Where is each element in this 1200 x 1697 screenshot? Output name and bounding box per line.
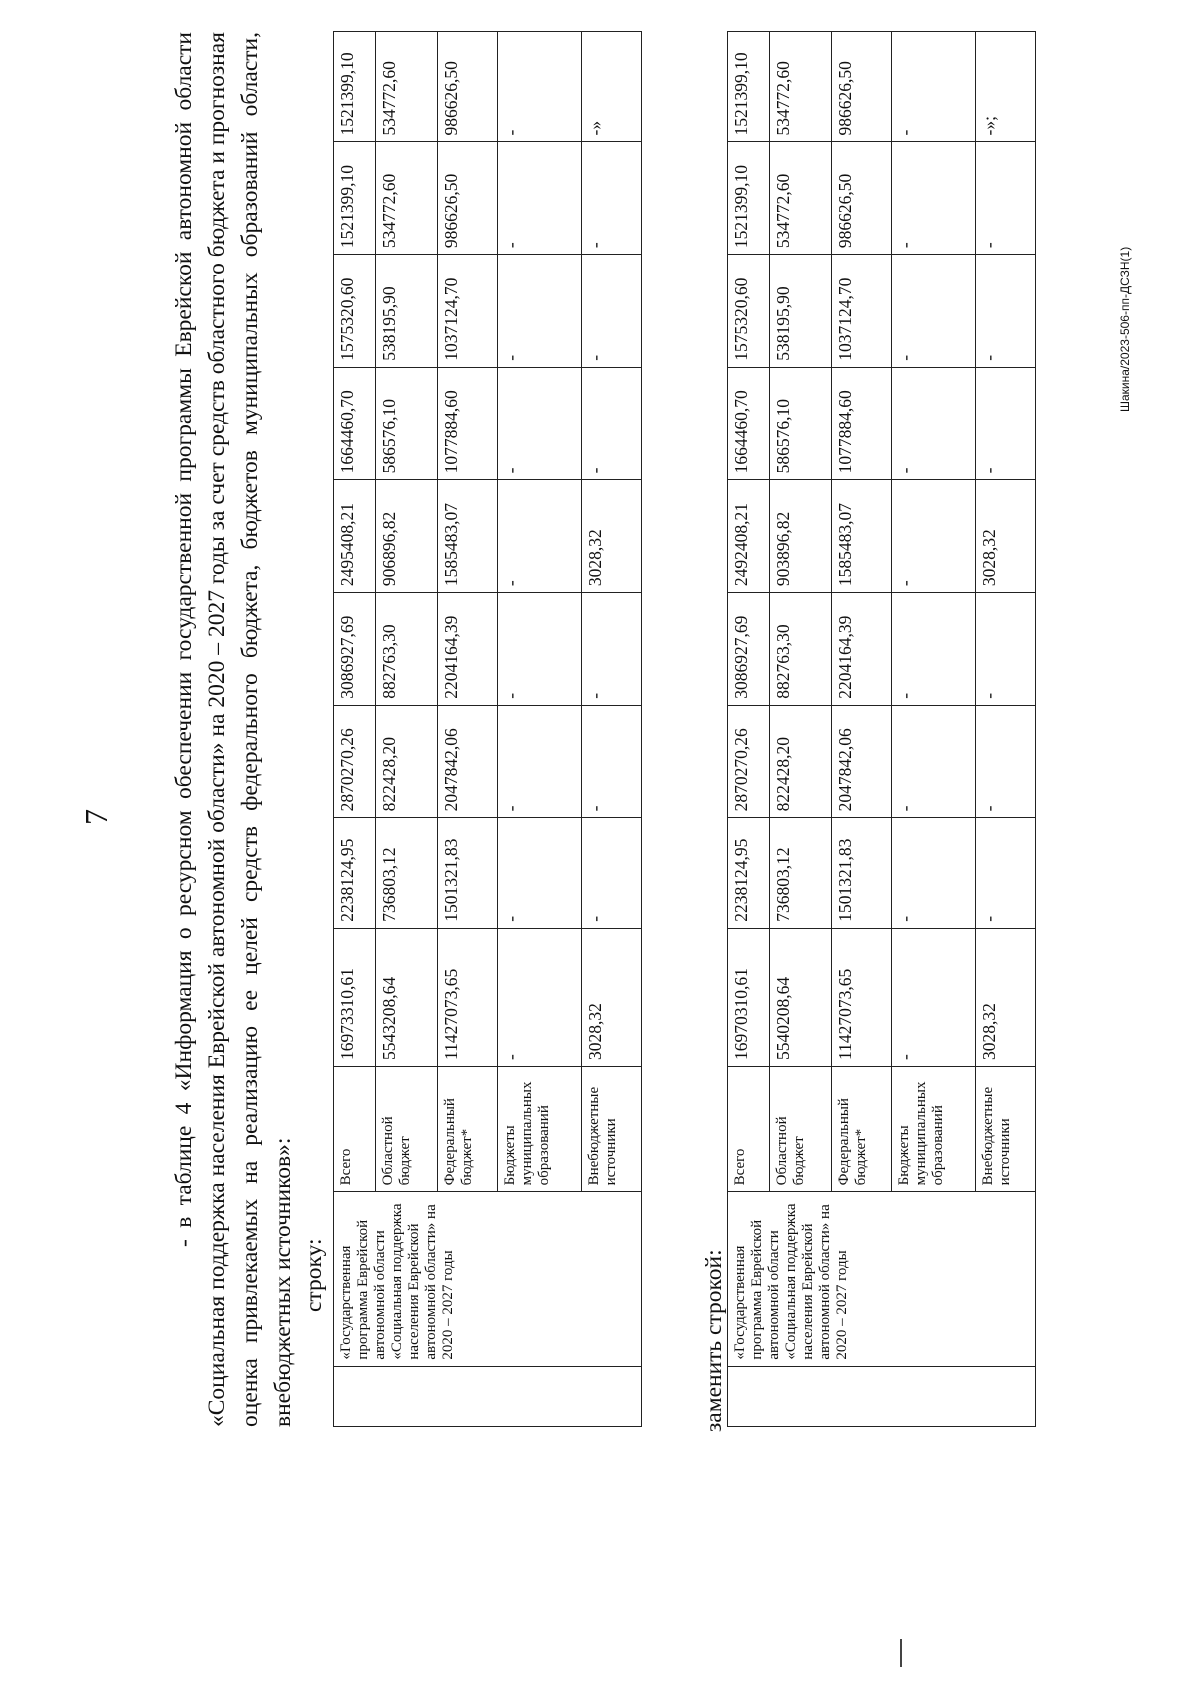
value-cell: 3086927,69 [728,593,770,706]
value-cell: 534772,60 [770,32,832,142]
value-cell: 1077884,60 [438,367,498,480]
value-cell: 534772,60 [770,142,832,255]
value-cell: 1664460,70 [728,367,770,480]
value-cell: 1521399,10 [334,32,376,142]
value-cell: 538195,90 [376,255,438,368]
value-cell: - [892,255,976,368]
value-cell: - [498,32,582,142]
value-cell: 2204164,39 [832,593,892,706]
value-cell: 2492408,21 [728,480,770,593]
value-cell: 986626,50 [832,32,892,142]
value-cell: - [582,142,642,255]
value-cell: 1575320,60 [334,255,376,368]
value-cell: - [498,928,582,1066]
source-cell: Всего [728,1066,770,1191]
source-cell: Федеральный бюджет* [832,1066,892,1191]
source-cell: Внебюджетные источники [976,1066,1036,1191]
value-cell: - [976,818,1036,928]
value-cell: 2870270,26 [728,705,770,818]
value-cell: 3086927,69 [334,593,376,706]
document-footer: Шакина/2023-506-пп-ДСЗН(1) [1118,246,1132,412]
value-cell: 2047842,06 [438,705,498,818]
value-cell: 534772,60 [376,142,438,255]
value-cell: 3028,32 [582,928,642,1066]
source-cell: Бюджеты муниципальных образований [498,1066,582,1191]
value-cell: 986626,50 [438,142,498,255]
value-cell: - [582,367,642,480]
value-cell: 1077884,60 [832,367,892,480]
value-cell: - [892,480,976,593]
value-cell: 1585483,07 [832,480,892,593]
value-cell: 2204164,39 [438,593,498,706]
page-number: 7 [78,809,114,825]
value-cell: 2238124,95 [334,818,376,928]
value-cell: 3028,32 [976,928,1036,1066]
value-cell: 16973310,61 [334,928,376,1066]
value-cell: 2047842,06 [832,705,892,818]
value-cell: 1664460,70 [334,367,376,480]
source-cell: Областной бюджет [770,1066,832,1191]
value-cell: 1585483,07 [438,480,498,593]
source-cell: Федеральный бюджет* [438,1066,498,1191]
value-cell: - [582,255,642,368]
value-cell: - [582,818,642,928]
source-cell: Бюджеты муниципальных образований [892,1066,976,1191]
value-cell: - [976,255,1036,368]
value-cell: - [498,255,582,368]
value-cell: 538195,90 [770,255,832,368]
value-cell: 906896,82 [376,480,438,593]
empty-cell [334,1366,642,1426]
value-cell: 1501321,83 [438,818,498,928]
value-cell: 1521399,10 [728,32,770,142]
value-cell: - [976,593,1036,706]
value-cell: 903896,82 [770,480,832,593]
value-cell: 534772,60 [376,32,438,142]
value-cell: 16970310,61 [728,928,770,1066]
value-cell: 586576,10 [770,367,832,480]
value-cell: - [976,705,1036,818]
value-cell: 586576,10 [376,367,438,480]
value-cell: - [892,928,976,1066]
source-cell: Всего [334,1066,376,1191]
margin-mark [900,1639,902,1667]
value-cell: - [498,480,582,593]
lead-after-table: заменить строкой: [701,1249,727,1432]
value-cell: 5543208,64 [376,928,438,1066]
value-cell: 2238124,95 [728,818,770,928]
table-new-row [727,31,1036,1427]
value-cell: - [498,593,582,706]
value-cell: 822428,20 [770,705,832,818]
source-cell: Внебюджетные источники [582,1066,642,1191]
value-cell: 882763,30 [376,593,438,706]
value-cell: -» [582,32,642,142]
value-cell: - [976,142,1036,255]
value-cell: 5540208,64 [770,928,832,1066]
value-cell: 1575320,60 [728,255,770,368]
value-cell: 736803,12 [770,818,832,928]
value-cell: - [892,367,976,480]
lead-before-table: строку: [301,1238,327,1312]
program-name-cell: «Государственная программа Еврейской автономной области «Социальная поддержка населения Еврейской автономной области» на 2020 – 2027 годы [334,1192,642,1366]
value-cell: - [976,367,1036,480]
value-cell: 736803,12 [376,818,438,928]
value-cell: 986626,50 [832,142,892,255]
value-cell: - [498,705,582,818]
value-cell: - [582,705,642,818]
value-cell: 2495408,21 [334,480,376,593]
value-cell: - [498,142,582,255]
value-cell: - [582,593,642,706]
value-cell: 986626,50 [438,32,498,142]
value-cell: - [892,818,976,928]
value-cell: 11427073,65 [832,928,892,1066]
table-old-row [333,31,642,1427]
intro-text: - в таблице 4 «Информация о ресурсном обеспечении государственной программы Еврейской автономной области «Социальная поддержка населения Еврейской автономной области» на 2020 – 2027 годы за счет средств областного бюджета и прогнозная оценка привлекаемых на реализацию ее целей средств федерального бюджета, бюджетов муниципальных образований области, внебюджетных источников»: [171,32,296,1427]
intro-paragraph [168,32,300,1427]
value-cell: 11427073,65 [438,928,498,1066]
source-cell: Областной бюджет [376,1066,438,1191]
value-cell: 822428,20 [376,705,438,818]
value-cell: 3028,32 [976,480,1036,593]
value-cell: - [498,818,582,928]
value-cell: 3028,32 [582,480,642,593]
value-cell: 1521399,10 [334,142,376,255]
empty-cell [728,1366,1036,1426]
value-cell: 882763,30 [770,593,832,706]
program-name-cell: «Государственная программа Еврейской автономной области «Социальная поддержка населения Еврейской автономной области» на 2020 – 2027 годы [728,1192,1036,1366]
value-cell: - [498,367,582,480]
value-cell: 1037124,70 [438,255,498,368]
value-cell: 1037124,70 [832,255,892,368]
value-cell: - [892,705,976,818]
value-cell: 2870270,26 [334,705,376,818]
value-cell: 1521399,10 [728,142,770,255]
value-cell: - [892,142,976,255]
value-cell: - [892,32,976,142]
value-cell: -»; [976,32,1036,142]
value-cell: - [892,593,976,706]
value-cell: 1501321,83 [832,818,892,928]
